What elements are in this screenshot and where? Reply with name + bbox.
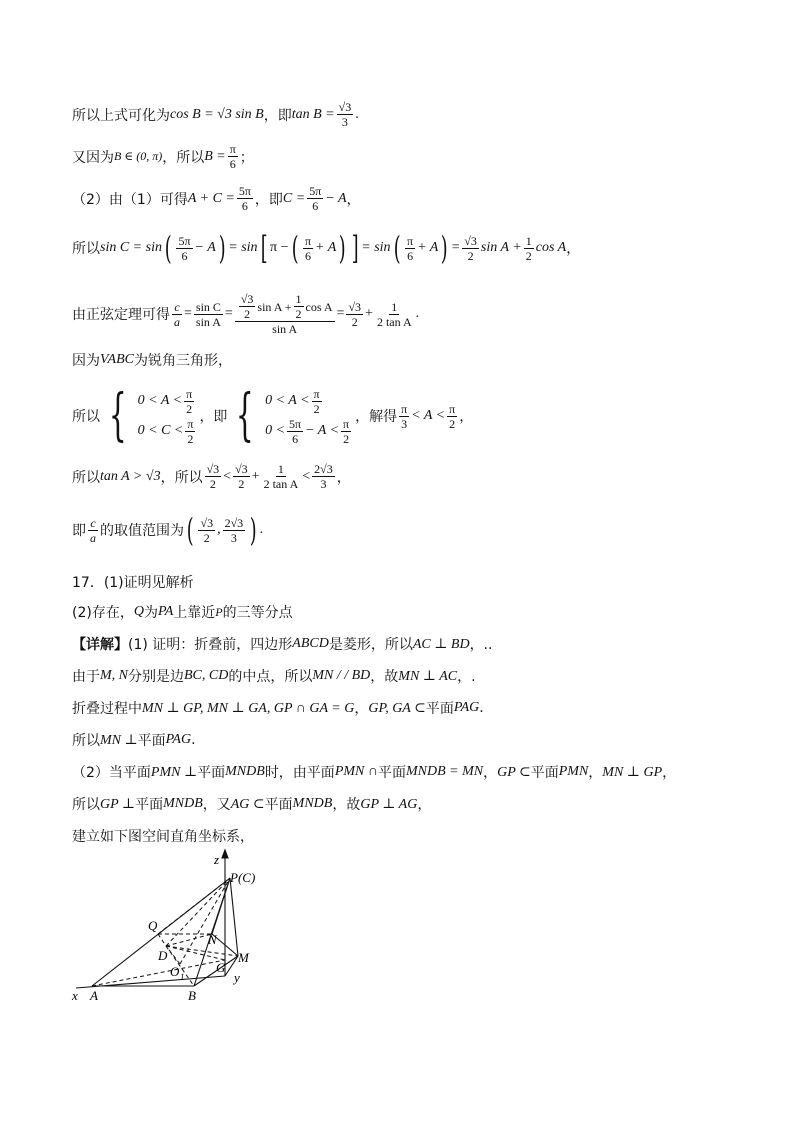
label-d: D [158, 948, 168, 963]
text: ， [346, 191, 361, 208]
fraction: $\frac{\pi}{2}$ [449, 401, 456, 431]
text: (1) 证明：折叠前，四边形 [128, 637, 293, 653]
equation: PAG [453, 700, 480, 715]
text: 的中点，所以 [228, 669, 313, 685]
fraction: $\frac{√3}{2}$ [240, 292, 254, 321]
fraction: $\frac{\pi}{2}$ [313, 386, 320, 416]
fraction: $\frac{√3}{2}$ [206, 462, 220, 491]
equation: GP ⊥ AG [360, 796, 418, 812]
equation: GP, GA ⊂ [368, 700, 426, 716]
text: 17．(1)证明见解析 [72, 575, 194, 591]
text: ， [417, 797, 432, 813]
text: (2)存在， [72, 605, 134, 621]
line-2 [72, 142, 254, 171]
fraction: $\frac{√3}{3}$ [338, 100, 352, 129]
equation: = [450, 240, 461, 255]
equation: − A [325, 190, 347, 206]
equation: tan A > √3 [100, 468, 161, 484]
dash-DP [166, 878, 230, 946]
fraction: $\frac{\pi}{2}$ [186, 386, 193, 416]
equation: MN ⊥ GP [602, 764, 663, 780]
edge-PN [212, 878, 230, 934]
paren: ) [218, 229, 226, 267]
line-8 [72, 462, 351, 491]
fraction: $\frac{1}{2}$ [525, 233, 532, 263]
equation: PMN ∩ [334, 764, 378, 779]
fraction: $\frac{√3}{2}$ [348, 299, 362, 329]
text: ，故 [370, 669, 399, 685]
compound-numerator [235, 292, 335, 322]
line-1 [72, 100, 359, 129]
bracket: ] [351, 229, 359, 267]
text: . [355, 106, 359, 122]
text: 所以 [72, 469, 100, 486]
fraction: $\frac{\pi}{2}$ [343, 416, 350, 446]
text: 所以上式可化为 [72, 107, 170, 124]
line-18 [72, 826, 254, 846]
line-13 [72, 666, 476, 686]
text: . [259, 522, 264, 537]
text: 的取值范围为 [100, 523, 184, 539]
text: . [191, 732, 196, 748]
fraction: $\frac{\pi}{6}$ [229, 142, 236, 171]
equation: MN ⊥ GP, MN ⊥ GA, GP ∩ GA = G [142, 700, 355, 716]
equation: cos A [535, 240, 567, 255]
text: 分别是边 [128, 669, 184, 685]
equation: M, N [100, 668, 128, 683]
fraction: $\frac{\pi}{3}$ [401, 401, 408, 431]
equation: sin A + [257, 299, 292, 314]
fraction: $\frac{5\pi}{6}$ [309, 184, 322, 213]
text: 平面 [197, 765, 226, 781]
text: 平面 [137, 733, 166, 749]
label-g: G [216, 960, 226, 975]
equation: MN ⊥ [100, 732, 138, 748]
fraction: $\frac{√3}{2}$ [464, 233, 477, 263]
paren: ) [339, 229, 346, 267]
equation: + A [315, 240, 337, 255]
equation: P [215, 604, 223, 619]
text: （2）由（1）可得 [72, 191, 188, 208]
fraction: $\frac{2√3}{3}$ [314, 462, 333, 491]
equation: + [251, 468, 260, 484]
equation: B = [204, 148, 226, 164]
text: ，即 [199, 409, 228, 425]
text: ， [336, 469, 351, 486]
label-o1: O [170, 964, 180, 979]
equation: , [217, 522, 221, 537]
line-16 [72, 762, 676, 782]
equation: MN / / BD [312, 668, 371, 683]
text: ，解得 [355, 409, 398, 425]
line-14 [72, 698, 484, 718]
line-3 [72, 184, 361, 213]
text: ； [239, 149, 254, 166]
equation: + [365, 306, 373, 321]
equation: = sin [228, 240, 258, 255]
text: ，故 [332, 797, 361, 813]
fraction: $\frac{1}{\text{2 tan A}}$ [376, 299, 412, 329]
line-15 [72, 730, 196, 750]
equation: MN ⊥ AC [398, 668, 458, 684]
fraction: $\frac{1}{\text{2 tan A}}$ [263, 462, 299, 491]
fraction: $\frac{c}{a}$ [90, 515, 96, 545]
equation: < A < [411, 408, 446, 423]
text: 建立如下图空间直角坐标系， [72, 829, 254, 845]
paren: ) [441, 229, 449, 267]
fraction: $\frac{c}{a}$ [174, 299, 180, 329]
geometry-figure [70, 848, 280, 1008]
equation: A + C = [187, 190, 235, 206]
text: 平面 [377, 765, 406, 781]
equation: PAG [165, 732, 192, 747]
compound-fraction: $\frac{√3}{2}$ sin A + $\frac{1}{2}$ cos A sin A [235, 292, 335, 336]
text: 所以 [72, 409, 100, 425]
paren: ( [186, 511, 194, 549]
text: 平面 [530, 765, 559, 781]
equation: = sin [361, 240, 391, 255]
equation: tan B = [291, 106, 335, 122]
equation: < [302, 468, 311, 484]
equation: − A < [305, 423, 340, 438]
fraction: $\frac{\pi}{6}$ [304, 233, 312, 263]
equation: 0 < A < [265, 393, 310, 408]
dash-AG [92, 960, 225, 986]
paren: ( [393, 229, 401, 267]
text: 即 [72, 523, 86, 539]
text: 因为 [72, 353, 100, 369]
fraction: $\frac{√3}{2}$ [235, 462, 248, 491]
dash-O1P [180, 878, 230, 964]
equation: 0 < A < [137, 393, 183, 408]
edge-PM [230, 878, 238, 956]
equation: π − [270, 240, 289, 255]
text: 所以 [72, 797, 100, 813]
text: ， [354, 701, 369, 717]
text: ，所以 [160, 469, 203, 486]
fraction: $\frac{5\pi}{6}$ [289, 416, 302, 446]
label-n: N [208, 932, 217, 947]
equation: PA [157, 604, 174, 619]
equation: = [336, 306, 345, 321]
text: 平面 [135, 797, 164, 813]
fraction: $\frac{1}{2}$ [295, 292, 302, 321]
equation: MNDB = MN [405, 764, 484, 779]
z-arrow [222, 850, 228, 858]
text: 为 [143, 605, 158, 621]
equation: C = [282, 190, 306, 206]
line-5 [72, 292, 419, 336]
equation: cos A [305, 299, 333, 314]
label-b: B [188, 988, 196, 1003]
brace: { [108, 383, 127, 448]
text: 为锐角三角形， [133, 353, 232, 369]
text: ，即 [263, 107, 292, 124]
text: ， [459, 409, 474, 425]
equation: 0 < [265, 423, 286, 438]
dash-DN [166, 934, 212, 946]
paren: ( [291, 229, 299, 267]
label-a: A [90, 988, 98, 1003]
equation: = [184, 306, 192, 321]
equation: + A [417, 240, 439, 255]
line-4 [72, 229, 581, 267]
equation: sin C = sin [100, 240, 162, 255]
equation: PMN ⊥ [150, 764, 198, 780]
line-17 [72, 794, 431, 814]
equation: ABCD [292, 636, 329, 651]
text: ，又 [202, 797, 231, 813]
text: ，. [457, 669, 476, 685]
equation: cos B = √3 sin B [170, 106, 264, 122]
fraction: $\frac{\pi}{6}$ [407, 233, 414, 263]
text: （2）当平面 [72, 765, 151, 781]
text: 平面 [425, 701, 454, 717]
system-2 [265, 386, 353, 446]
line-6 [72, 350, 232, 370]
equation: = [224, 306, 233, 321]
text: 的三等分点 [222, 605, 293, 621]
text: . [415, 306, 420, 321]
dash-QD [158, 934, 166, 946]
label-pc: P(C) [230, 870, 256, 885]
equation: BC, CD [184, 668, 229, 683]
fraction: $\frac{\pi}{2}$ [187, 416, 194, 446]
equation: GP ⊥ [100, 796, 136, 812]
brace: { [236, 383, 255, 448]
text: ， [588, 765, 603, 781]
text: 所以 [72, 733, 100, 749]
line-9 [72, 511, 264, 549]
text: 是菱形，所以 [328, 637, 413, 653]
equation: VABC [100, 352, 134, 367]
label-x: x [72, 988, 78, 1003]
equation: sin A + [480, 240, 522, 255]
text: 由于 [72, 669, 100, 685]
text: ，即 [254, 191, 283, 208]
label-z: z [214, 852, 220, 867]
equation: PMN [558, 764, 589, 779]
fraction: $\frac{2√3}{3}$ [224, 515, 244, 545]
line-12 [72, 634, 492, 654]
equation: 0 < C < [137, 423, 184, 438]
fraction: $\frac{\text{sin C}}{\text{sin A}}$ [195, 299, 221, 329]
paren: ) [249, 511, 257, 549]
label-o1-sub: 1 [180, 972, 185, 982]
detail-tag: 【详解】 [72, 637, 128, 653]
label-m: M [238, 950, 249, 965]
text: ，所以 [162, 149, 205, 166]
text: ， [566, 241, 581, 257]
text: . [479, 700, 484, 716]
equation: AG ⊂ [230, 796, 265, 812]
text: 时，由平面 [264, 765, 335, 781]
fraction: $\frac{5\pi}{6}$ [238, 184, 251, 213]
bracket: [ [260, 229, 268, 267]
text: ， [662, 765, 677, 781]
system-1 [138, 386, 198, 446]
equation: Q [133, 604, 144, 619]
line-7 [72, 383, 474, 448]
fraction: $\frac{5\pi}{6}$ [178, 233, 191, 263]
equation: AC ⊥ BD [412, 636, 470, 652]
text: ， [483, 765, 498, 781]
text: 由正弦定理可得 [72, 307, 170, 323]
text: ，.. [469, 637, 493, 653]
text: 又因为 [72, 149, 114, 166]
fraction: $\frac{√3}{2}$ [200, 515, 214, 545]
line-10 [72, 572, 194, 592]
label-q: Q [148, 918, 158, 933]
equation: MNDB [163, 796, 203, 811]
equation: B ∈ (0, π) [114, 149, 163, 163]
label-y: y [234, 970, 240, 985]
text: 所以 [72, 241, 100, 257]
equation: MNDB [225, 764, 265, 779]
text: 平面 [264, 797, 293, 813]
equation: MNDB [292, 796, 333, 811]
text: 折叠过程中 [72, 701, 142, 717]
line-11 [72, 602, 293, 622]
text: 上靠近 [173, 605, 216, 621]
paren: ( [164, 229, 172, 267]
equation: GP ⊂ [497, 764, 531, 780]
equation: < [223, 468, 232, 484]
equation: − A [194, 240, 216, 255]
